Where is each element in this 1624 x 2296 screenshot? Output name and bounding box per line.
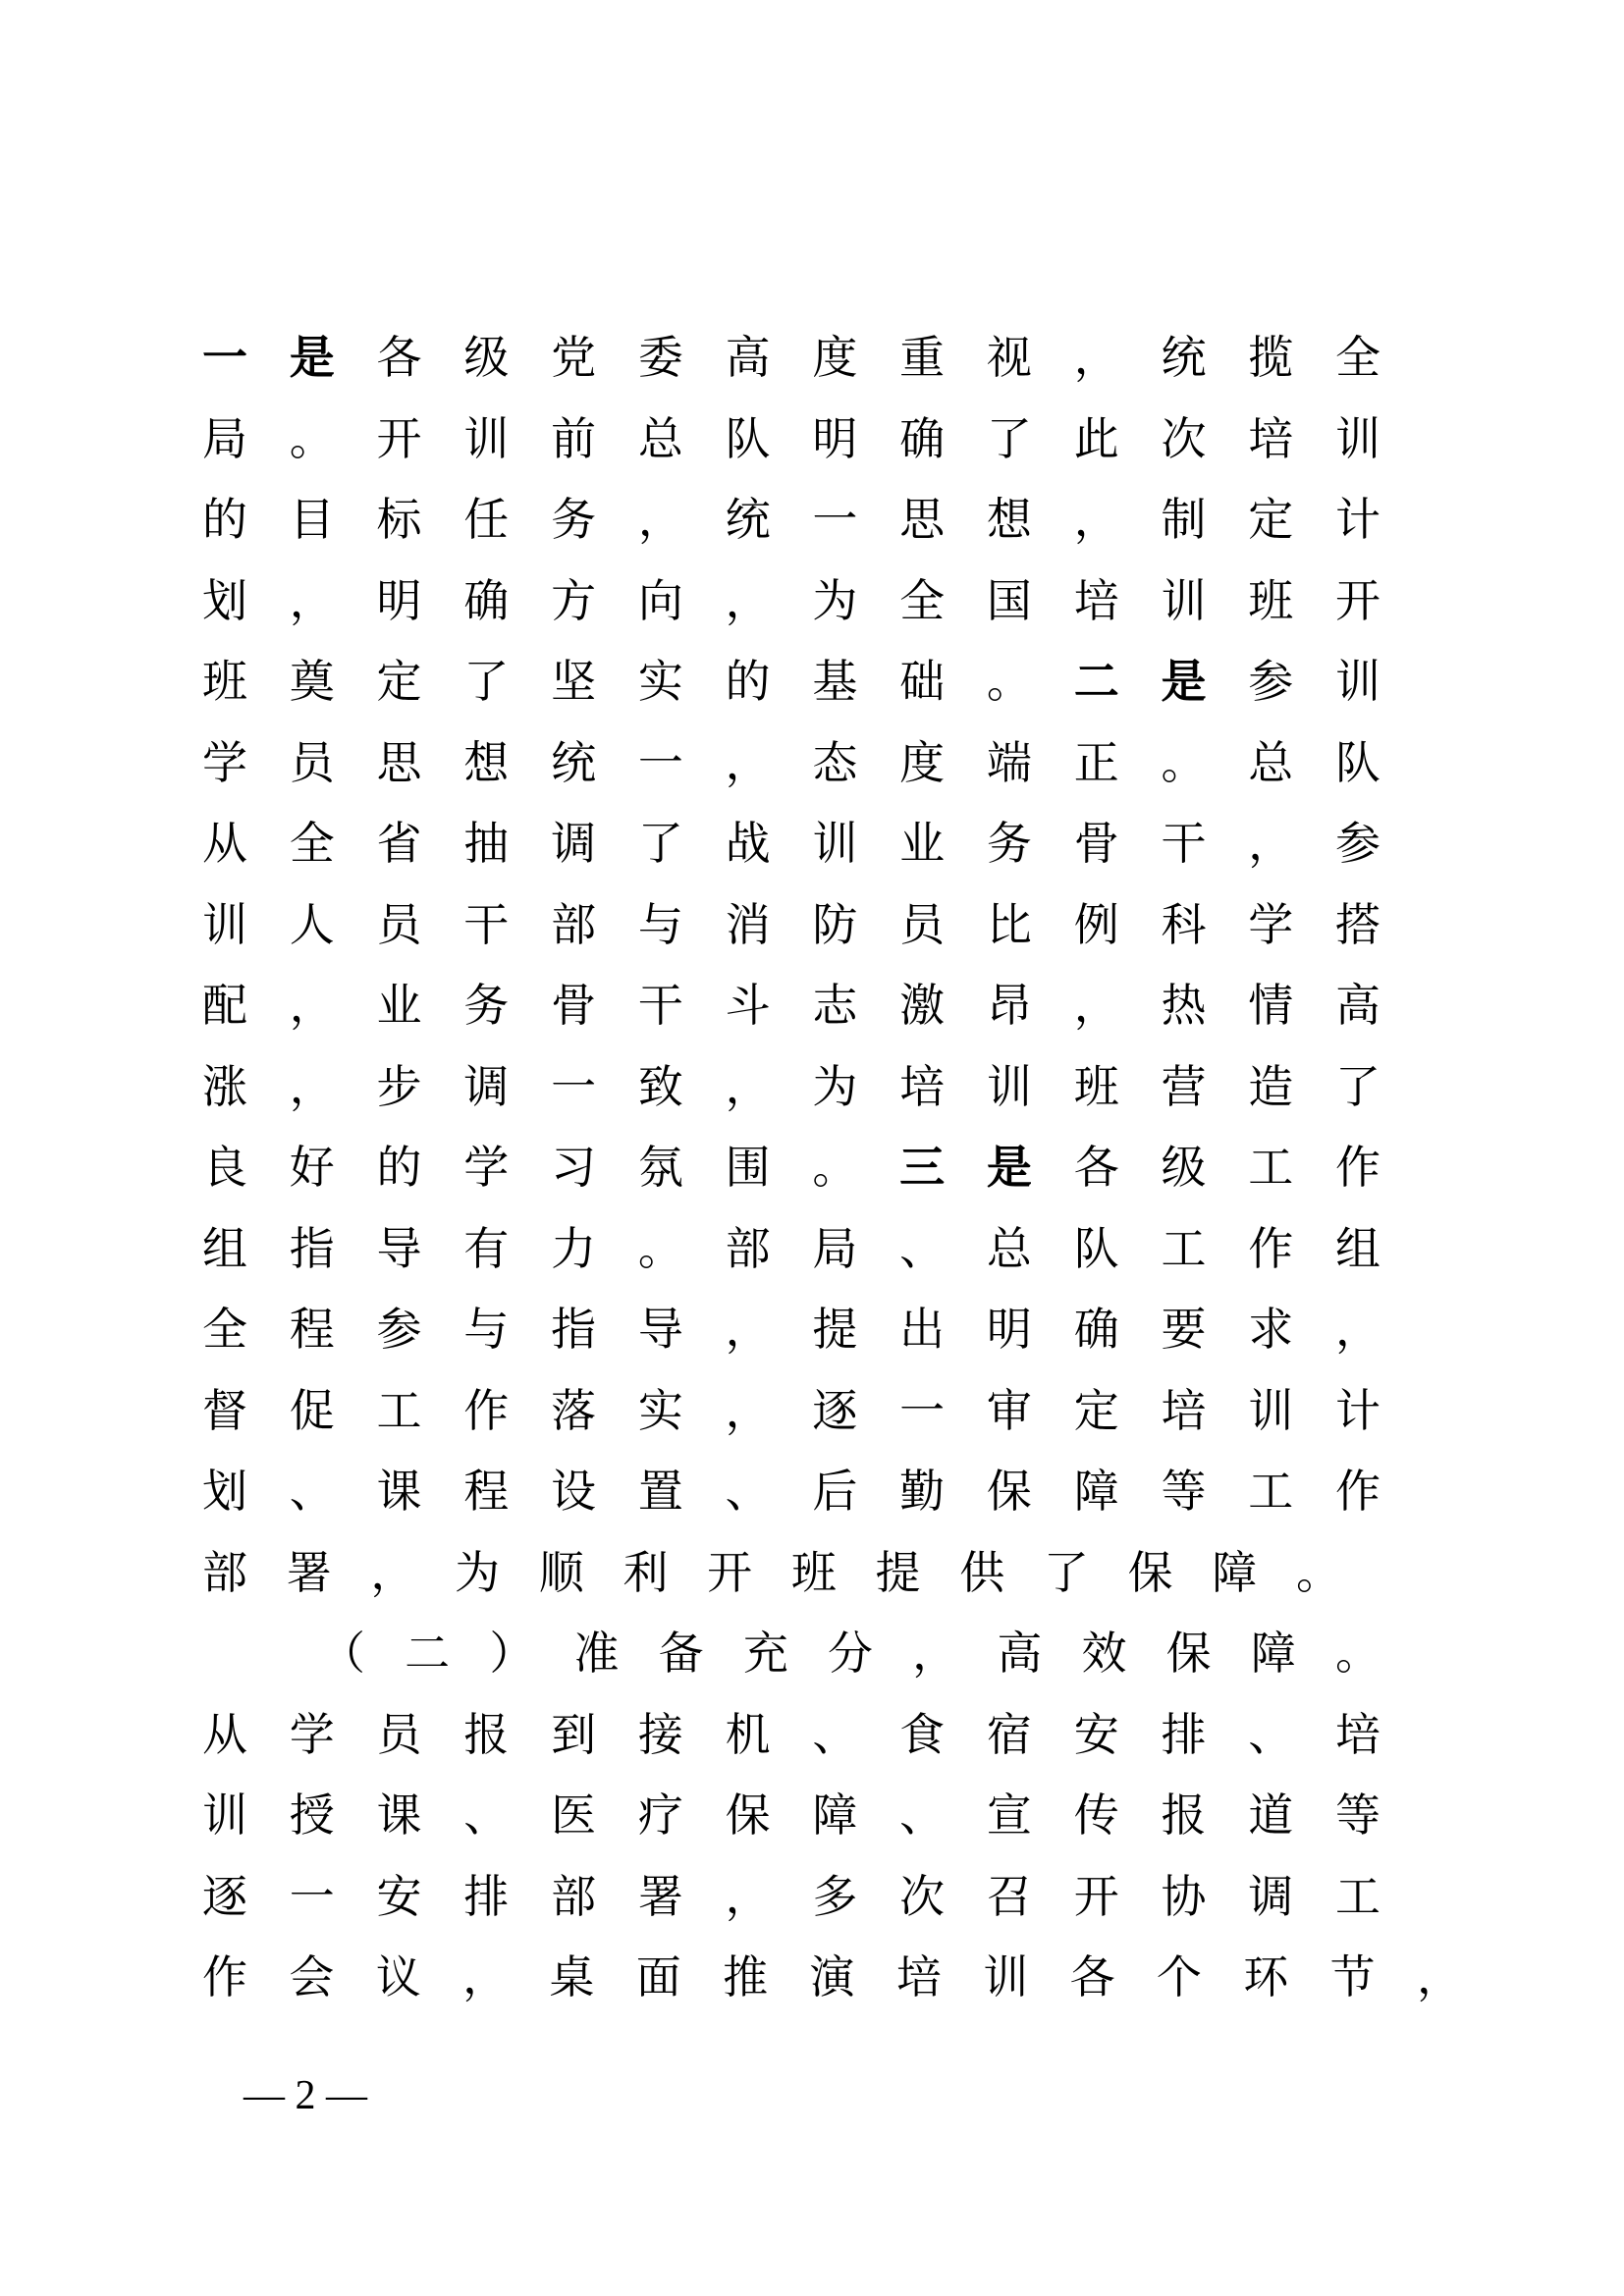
text-line xyxy=(202,561,1380,642)
text-line xyxy=(202,1937,1462,2018)
text-segment: 学员思想统一，态度端正。总队 xyxy=(202,735,1380,789)
text-line xyxy=(202,399,1380,480)
text-segment: 部署，为顺利开班提供了保障。 xyxy=(202,1545,1341,1599)
text-segment: 参训 xyxy=(1248,655,1381,708)
text-line xyxy=(202,1775,1380,1856)
text-segment: 从全省抽调了战训业务骨干，参 xyxy=(202,817,1380,870)
text-line xyxy=(202,1532,1341,1614)
text-segment: 班奠定了坚实的基础。 xyxy=(202,655,1074,708)
text-line xyxy=(202,884,1380,966)
text-segment: 划，明确方向，为全国培训班开 xyxy=(202,573,1380,627)
section-heading-line xyxy=(320,1613,1380,1694)
text-line xyxy=(202,1856,1380,1938)
text-line xyxy=(202,1127,1380,1208)
page-number: — 2 — xyxy=(244,2073,367,2118)
text-line xyxy=(202,479,1380,561)
text-segment: 从学员报到接机、食宿安排、培 xyxy=(202,1707,1380,1761)
text-line xyxy=(202,803,1380,884)
text-segment: 局。开训前总队明确了此次培训 xyxy=(202,411,1380,465)
text-segment: 督促工作落实，逐一审定培训计 xyxy=(202,1383,1380,1437)
text-line xyxy=(202,1046,1380,1128)
text-line xyxy=(202,1694,1380,1776)
text-line xyxy=(202,1289,1380,1370)
text-segment: 良好的学习氛围。 xyxy=(202,1141,900,1194)
text-line xyxy=(202,641,1380,722)
text-line xyxy=(202,1451,1380,1532)
text-segment: 作会议，桌面推演培训各个环节， xyxy=(202,1950,1462,2003)
text-line xyxy=(202,1208,1380,1290)
section-heading: （二）准备充分，高效保障。 xyxy=(320,1627,1380,1680)
bold-lead-in: 二是 xyxy=(1073,655,1249,708)
text-segment: 各级工作 xyxy=(1073,1141,1381,1194)
text-line xyxy=(202,722,1380,804)
text-segment: 训授课、医疗保障、宣传报道等 xyxy=(202,1789,1380,1842)
text-segment: 全程参与指导，提出明确要求， xyxy=(202,1303,1380,1356)
text-segment: 各级党委高度重视，统揽全 xyxy=(376,331,1381,384)
bold-lead-in: 三是 xyxy=(899,1141,1074,1194)
text-segment: 逐一安排部署，多次召开协调工 xyxy=(202,1869,1380,1923)
text-segment: 组指导有力。部局、总队工作组 xyxy=(202,1221,1380,1275)
text-line xyxy=(202,317,1380,399)
body-text xyxy=(202,317,1462,2018)
bold-lead-in: 一是 xyxy=(202,331,377,384)
text-line xyxy=(202,1370,1380,1452)
text-segment: 涨，步调一致，为培训班营造了 xyxy=(202,1059,1380,1113)
text-segment: 的目标任务，统一思想，制定计 xyxy=(202,493,1380,546)
text-segment: 划、课程设置、后勤保障等工作 xyxy=(202,1465,1380,1518)
text-line xyxy=(202,965,1380,1046)
text-segment: 配，业务骨干斗志激昂，热情高 xyxy=(202,979,1380,1032)
text-segment: 训人员干部与消防员比例科学搭 xyxy=(202,897,1380,951)
